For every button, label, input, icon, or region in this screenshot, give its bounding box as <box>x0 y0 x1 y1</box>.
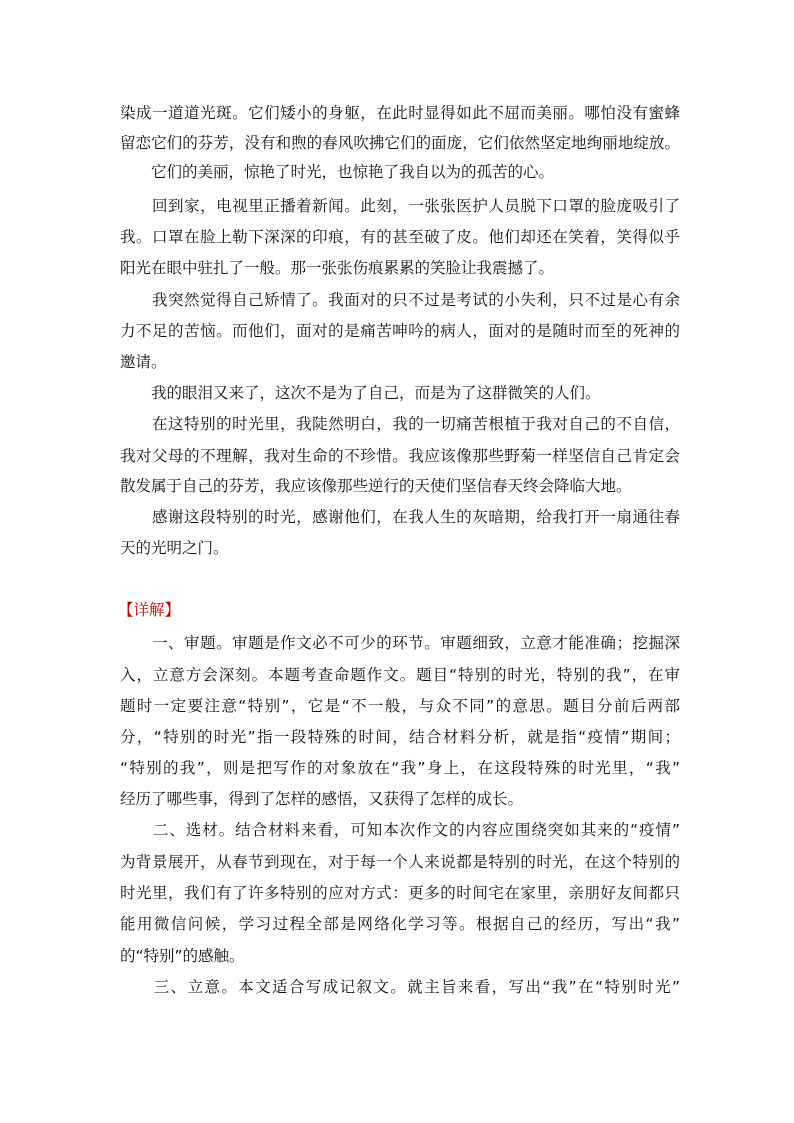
analysis-line: 三、立意。本文适合写成记叙文。就主旨来看，写出“我”在“特别时光” <box>120 978 680 996</box>
analysis-line: 能用微信问候，学习过程全部是网络化学习等。根据自己的经历，写出“我” <box>120 915 680 933</box>
analysis-line: 入，立意方会深刻。本题考查命题作文。题目“特别的时光，特别的我”，在审 <box>120 666 680 684</box>
analysis-line: 的“特别”的感触。 <box>120 947 245 965</box>
analysis-line: 经历了哪些事，得到了怎样的感悟，又获得了怎样的成长。 <box>120 790 524 808</box>
analysis-heading: 【详解】 <box>118 601 181 619</box>
essay-line: 感谢这段特别的时光，感谢他们，在我人生的灰暗期，给我打开一扇通往春 <box>120 508 680 526</box>
analysis-line: 为背景展开，从春节到现在，对于每一个人来说都是特别的时光，在这个特别的 <box>120 853 680 871</box>
essay-line: 力不足的苦恼。而他们，面对的是痛苦呻吟的病人，面对的是随时而至的死神的 <box>120 322 680 340</box>
essay-line: 邀请。 <box>120 353 167 371</box>
essay-line: 阳光在眼中驻扎了一般。那一张张伤痕累累的笑脸让我震撼了。 <box>120 259 555 277</box>
essay-line: 染成一道道光斑。它们矮小的身躯，在此时显得如此不屈而美丽。哪怕没有蜜蜂 <box>120 104 680 122</box>
analysis-line: 时光里，我们有了许多特别的应对方式：更多的时间宅在家里，亲朋好友间都只 <box>120 884 680 902</box>
essay-line: 它们的美丽，惊艳了时光，也惊艳了我自以为的孤苦的心。 <box>120 163 555 181</box>
analysis-line: 分，“特别的时光”指一段特殊的时间，结合材料分析，就是指“疫情”期间； <box>120 728 680 746</box>
essay-line: 我突然觉得自己矫情了。我面对的只不过是考试的小失利，只不过是心有余 <box>120 291 680 309</box>
essay-line: 天的光明之门。 <box>120 539 229 557</box>
analysis-line: 题时一定要注意“特别”，它是“不一般，与众不同”的意思。题目分前后两部 <box>120 697 680 715</box>
essay-line: 我。口罩在脸上勒下深深的印痕，有的甚至破了皮。他们却还在笑着，笑得似乎 <box>120 228 680 246</box>
essay-line: 在这特别的时光里，我陡然明白，我的一切痛苦根植于我对自己的不自信， <box>120 415 680 433</box>
essay-line: 留恋它们的芬芳，没有和煦的春风吹拂它们的面庞，它们依然坚定地绚丽地绽放。 <box>120 134 680 152</box>
essay-line: 散发属于自己的芬芳，我应该像那些逆行的天使们坚信春天终会降临大地。 <box>120 477 632 495</box>
analysis-line: 一、审题。审题是作文必不可少的环节。审题细致，立意才能准确；挖掘深 <box>120 634 680 652</box>
essay-line: 回到家，电视里正播着新闻。此刻，一张张医护人员脱下口罩的脸庞吸引了 <box>120 197 680 215</box>
essay-line: 我对父母的不理解，我对生命的不珍惜。我应该像那些野菊一样坚信自己肯定会 <box>120 447 680 465</box>
analysis-line: 二、选材。结合材料来看，可知本次作文的内容应围绕突如其来的“疫情” <box>120 821 680 839</box>
essay-line: 我的眼泪又来了，这次不是为了自己，而是为了这群微笑的人们。 <box>120 384 601 402</box>
analysis-line: “特别的我”，则是把写作的对象放在“我”身上，在这段特殊的时光里，“我” <box>120 759 680 777</box>
